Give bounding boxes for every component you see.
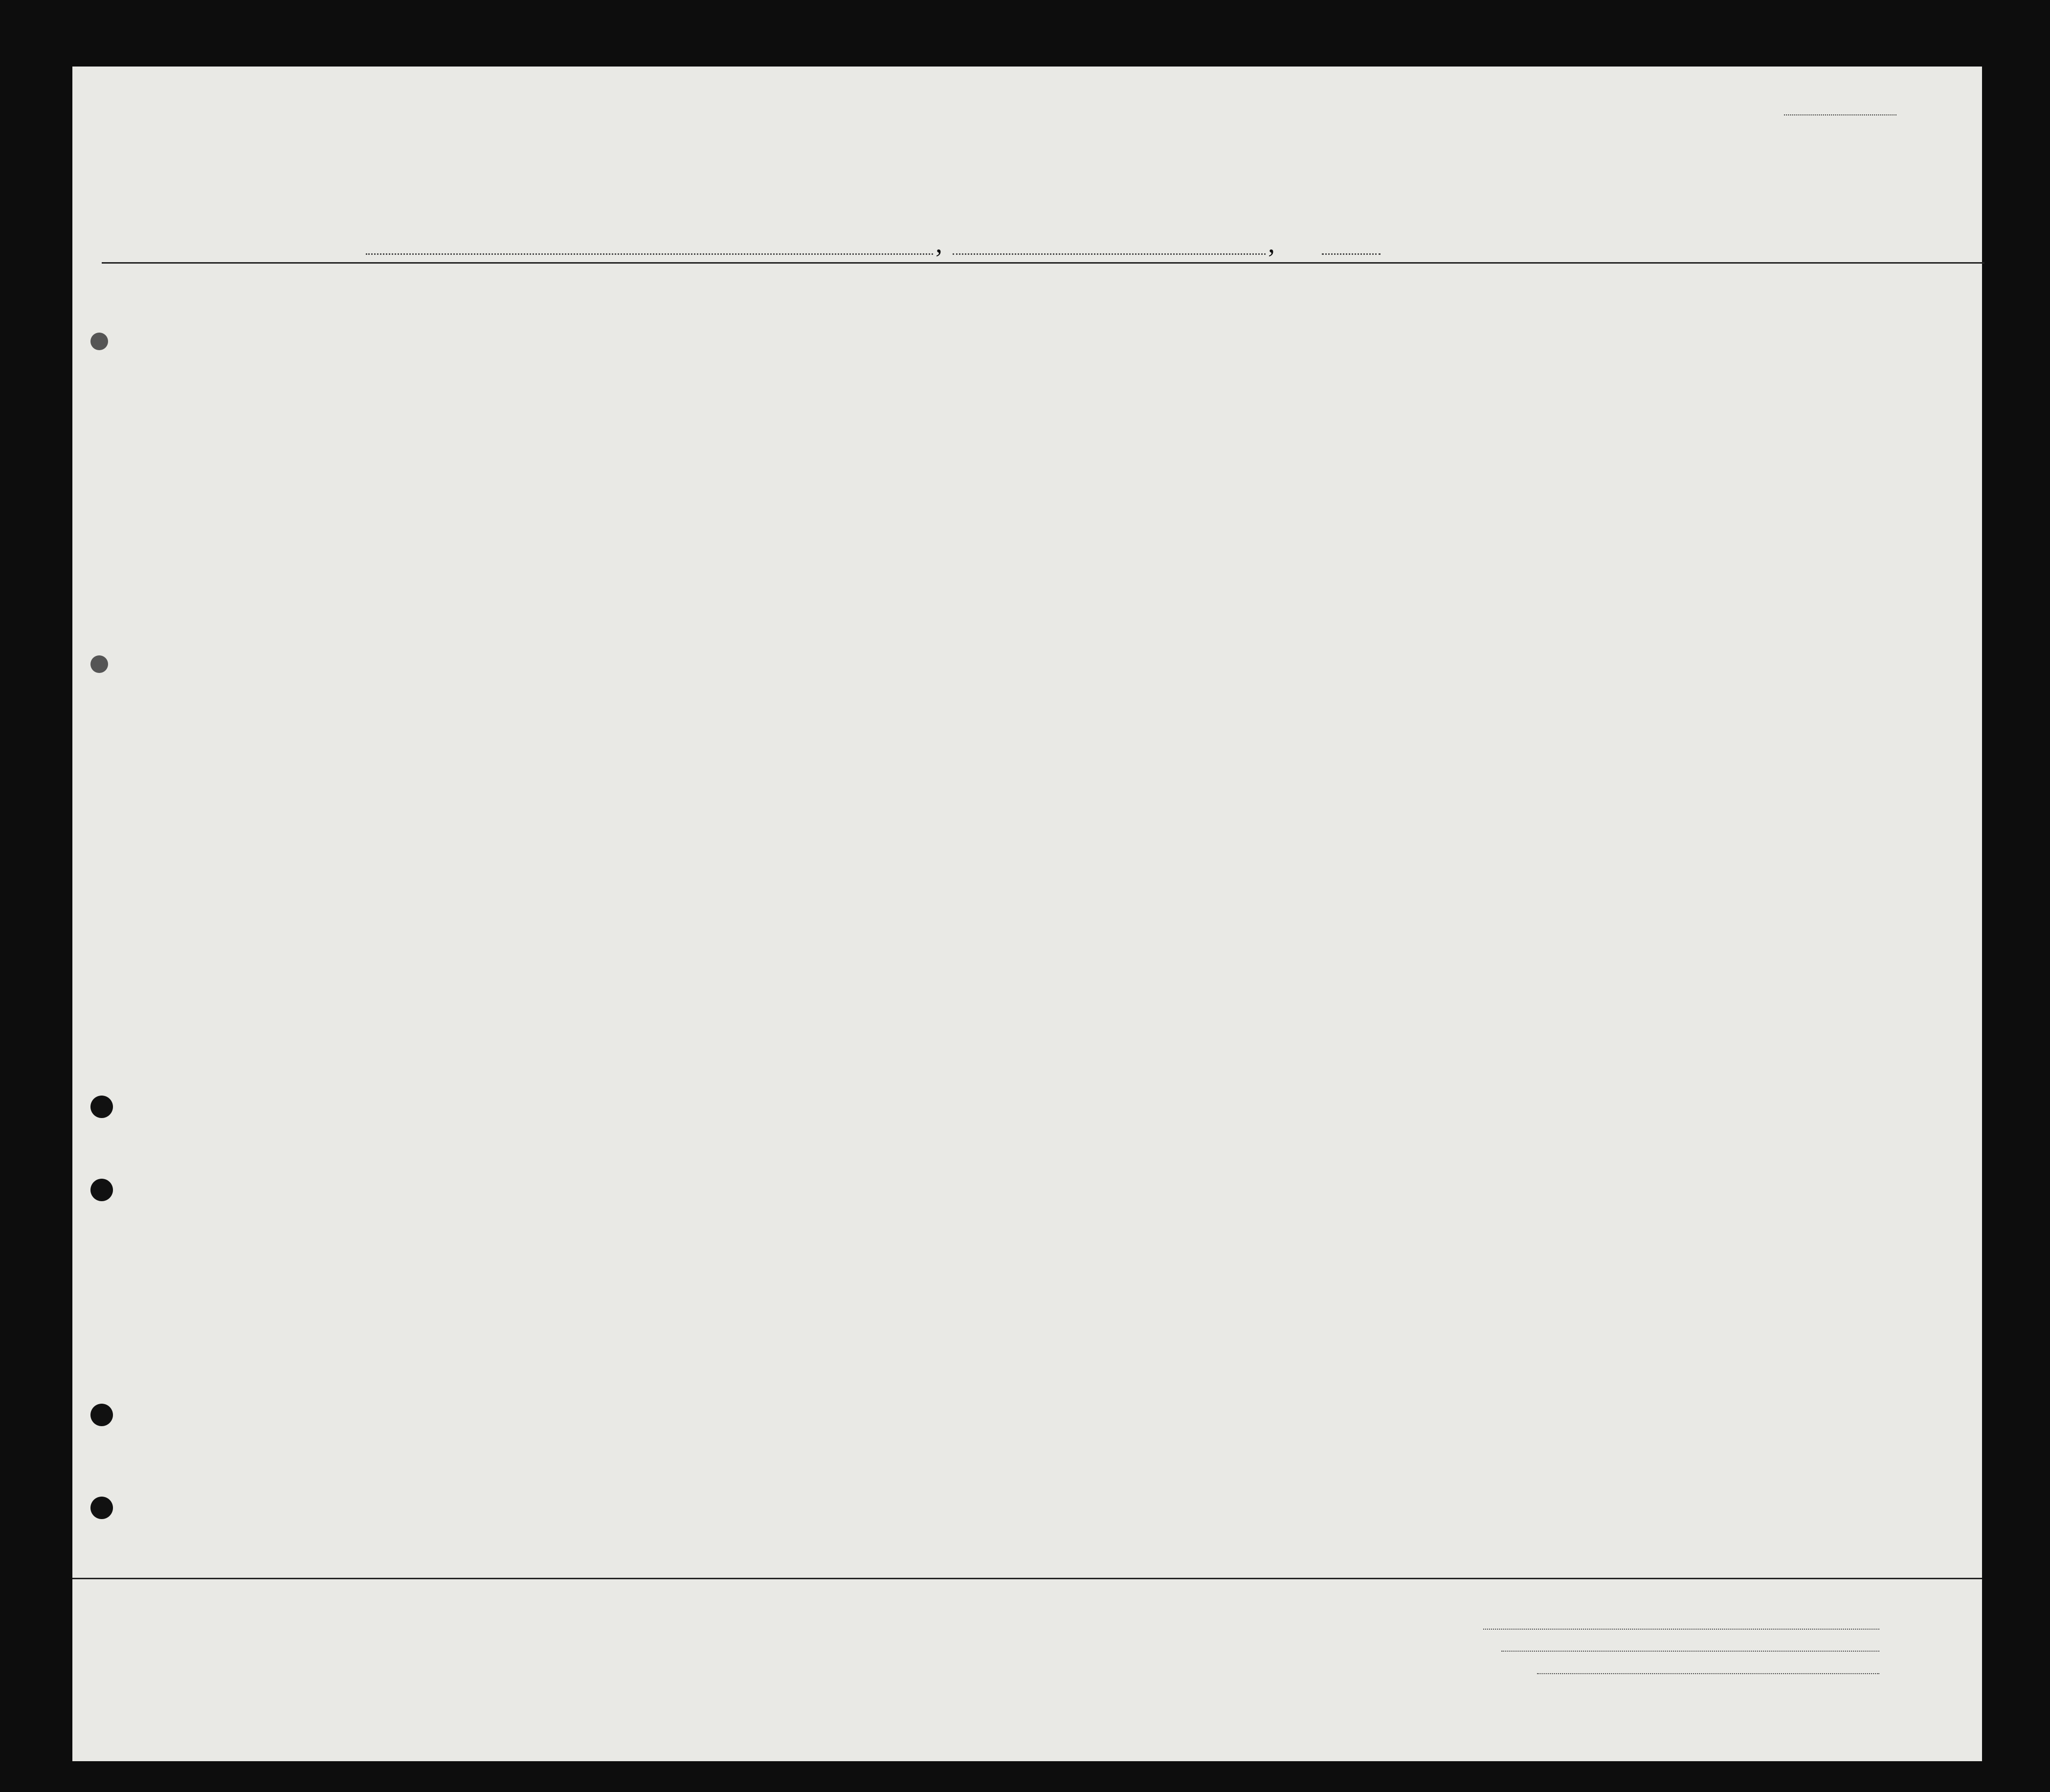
header-question-29 [1511, 311, 1550, 468]
header-money [777, 306, 806, 463]
punch-hole [90, 1179, 113, 1201]
header-feet [1721, 438, 1745, 472]
header-polygamist [1412, 311, 1429, 468]
punch-hole [90, 333, 108, 350]
punch-hole [90, 1096, 113, 1118]
header-question-28 [1460, 311, 1504, 468]
header-prison [1366, 311, 1394, 468]
header-purpose-return [1257, 340, 1284, 468]
comma-2: , [1268, 228, 1275, 259]
manifest-sheet [72, 67, 1982, 1761]
comma-1: , [936, 228, 942, 259]
header-ticket [632, 306, 657, 463]
owners-underline [1501, 1651, 1879, 1652]
punch-hole [90, 1404, 113, 1426]
table-grid [72, 67, 1982, 1761]
header-question-30 [1557, 311, 1574, 468]
header-anarchist [1438, 311, 1454, 468]
header-purpose-length [1290, 340, 1317, 468]
header-inches [1746, 428, 1769, 472]
header-question-31 [1579, 311, 1595, 468]
header-purpose-citizen [1324, 340, 1352, 468]
line-underline [1483, 1629, 1879, 1630]
footer-rule [72, 1578, 1982, 1579]
agents-underline [1537, 1673, 1879, 1674]
punch-hole [90, 1497, 113, 1519]
punch-hole [90, 655, 108, 673]
